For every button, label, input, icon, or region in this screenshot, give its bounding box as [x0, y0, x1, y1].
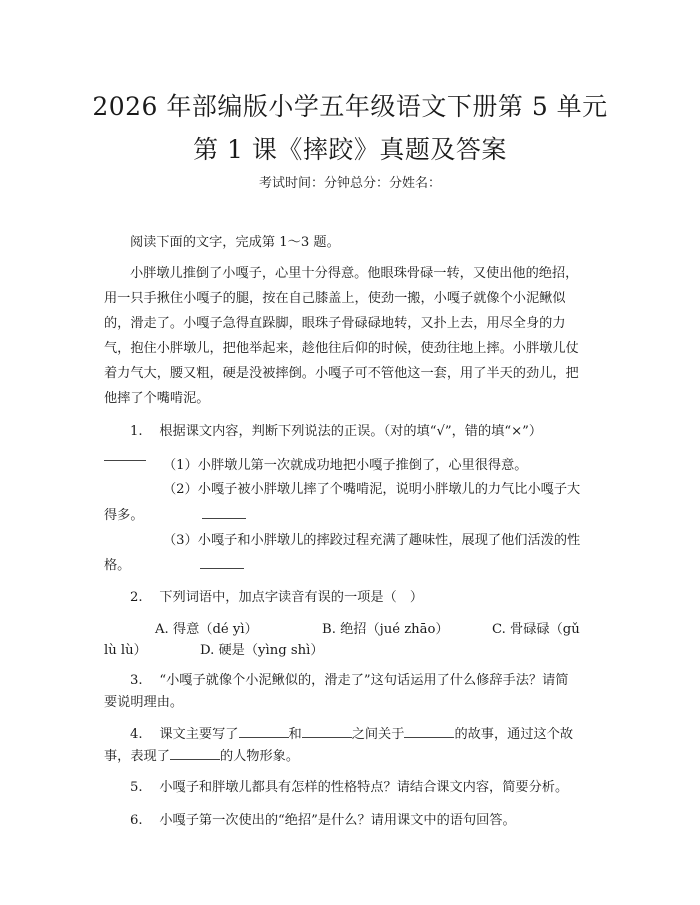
q2-option-d[interactable]: D. 硬是（yìng shì） [200, 643, 324, 658]
q1-statement-1: （1）小胖墩儿第一次就成功地把小嘎子推倒了，心里很得意。 [163, 458, 528, 473]
q1-answer-blank-2[interactable] [202, 506, 246, 519]
passage-line-6: 他摔了个嘴啃泥。 [104, 391, 210, 406]
question-2-text: 下列词语中，加点字读音有误的一项是（ ） [159, 590, 424, 605]
q1-statement-2: （2）小嘎子被小胖墩儿摔了个嘴啃泥，说明小胖墩儿的力气比小嘎子大 [163, 482, 581, 497]
question-5 [130, 775, 568, 800]
question-3 [130, 668, 568, 693]
question-3-text: “小嘎子就像个小泥鳅似的，滑走了”这句话运用了什么修辞手法？请简 [159, 673, 569, 688]
score-label: 总分： [349, 176, 389, 191]
passage-line-5: 着力气大，腰又粗，硬是没被摔倒。小嘎子可不管他这一套，用了半天的劲儿，把 [104, 366, 579, 381]
score-unit: 分 [389, 176, 403, 191]
exam-title-line-2: 第 1 课《摔跤》真题及答案 [193, 135, 507, 164]
question-1 [130, 419, 542, 444]
question-3-number: 3. [130, 673, 143, 688]
question-4: 4. 课文主要写了 和 之间关于 的故事，通过这个故 [130, 727, 574, 742]
time-label: 考试时间： [258, 176, 324, 191]
q2-option-c[interactable]: C. 骨碌碌（gǔ [492, 622, 580, 637]
exam-meta [0, 172, 700, 191]
time-unit: 分钟 [323, 176, 350, 191]
q1-answer-blank-3[interactable] [200, 556, 244, 569]
question-2 [130, 585, 423, 610]
passage-line-3: 的，滑走了。小嘎子急得直跺脚，眼珠子骨碌碌地转，又扑上去，用尽全身的力 [104, 316, 566, 331]
q2-option-a[interactable]: A. 得意（dé yì） [155, 622, 258, 637]
question-5-number: 5. [130, 780, 143, 795]
question-1-text: 根据课文内容，判断下列说法的正误。（对的填“√”，错的填“×”） [159, 424, 543, 439]
question-6 [130, 808, 516, 833]
passage-line-2: 用一只手揪住小嘎子的腿，按在自己膝盖上，使劲一搬，小嘎子就像个小泥鳅似 [104, 291, 566, 306]
q4-blank-2[interactable] [302, 725, 352, 738]
reading-intro: 阅读下面的文字，完成第 1～3 题。 [130, 235, 340, 250]
name-label: 姓名： [402, 176, 442, 191]
passage-line-4: 气，抱住小胖墩儿，把他举起来，趁他往后仰的时候，使劲往地上摔。小胖墩儿仗 [104, 341, 579, 356]
question-6-number: 6. [130, 813, 143, 828]
q1-answer-blank-1[interactable] [104, 460, 146, 461]
question-3-cont: 要说明理由。 [104, 695, 184, 710]
q1-statement-3-cont: 格。 [104, 553, 244, 578]
question-5-text: 小嘎子和胖墩儿都具有怎样的性格特点？请结合课文内容，简要分析。 [159, 780, 569, 795]
question-4-number: 4. [130, 727, 143, 742]
q4-blank-3[interactable] [404, 725, 454, 738]
q2-option-b[interactable]: B. 绝招（jué zhāo） [322, 622, 449, 637]
question-2-number: 2. [130, 590, 143, 605]
q4-blank-4[interactable] [170, 747, 220, 760]
question-6-text: 小嘎子第一次使出的“绝招”是什么？请用课文中的语句回答。 [159, 813, 516, 828]
question-1-number: 1. [130, 424, 143, 439]
q1-statement-3: （3）小嘎子和小胖墩儿的摔跤过程充满了趣味性，展现了他们活泼的性 [163, 533, 581, 548]
question-4-cont: 事，表现了 的人物形象。 [104, 749, 300, 764]
q1-statement-2-cont: 得多。 [104, 503, 246, 528]
passage-line-1: 小胖墩儿推倒了小嘎子，心里十分得意。他眼珠骨碌一转，又使出他的绝招， [130, 266, 579, 281]
q2-option-c-cont: lù lù） [104, 643, 147, 658]
exam-title-line-1: 2026 年部编版小学五年级语文下册第 5 单元 [92, 92, 608, 121]
q4-blank-1[interactable] [239, 725, 289, 738]
